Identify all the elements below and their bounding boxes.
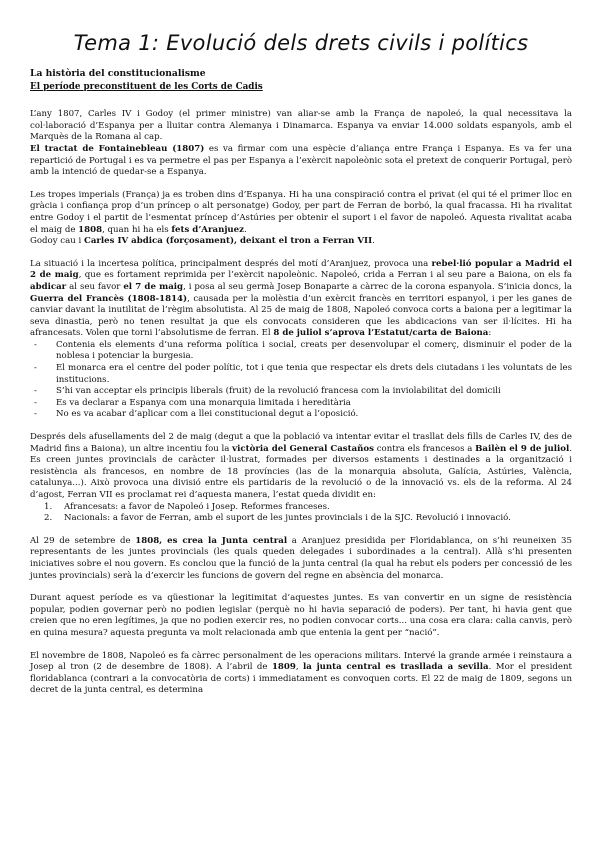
- list-item: - S’hi van acceptar els principis liberals (fruit) de la revolució francesa com la inviolabilitat del domicili: [30, 386, 572, 398]
- subsection-heading: El període preconstituent de les Corts de Cadis: [30, 81, 263, 92]
- list-item: - No es va acabar d’aplicar com a llei constitucional degut a l’oposició.: [30, 409, 572, 421]
- list-item: - Contenia els elements d’una reforma política i social, creats per desenvolupar el comerç, disminuir el poder de la noblesa i potenciar la burgesia.: [30, 340, 572, 363]
- paragraph-3b: Godoy cau i Carles IV abdica (forçosament), deixant el tron a Ferran VII.: [30, 236, 375, 247]
- paragraph-7: Durant aquest període es va qüestionar la legitimitat d’aquestes juntes. Es van convertir en un signe de resistència popular, podien governar però no podien legislar (perquè no hi havia separació de poders). Per tant, hi havia gent que creien que no eren legítimes, ja que no podien exercir res, no podien convocar corts... una cosa era clara: calia canvis, però en quina mesura? aquesta pregunta va molt relacionada amb que entenia la gent per “nació”.: [30, 593, 572, 638]
- paragraph-1: L’any 1807, Carles IV i Godoy (el primer ministre) van aliar-se amb la França de napoleó, la qual necessitava la col·laboració d’Espanya per a lluitar contra Alemanya i Dinamarca. Espanya va enviar 14.000 soldats espanyols, amb el Marquès de la Romana al cap.: [30, 109, 572, 143]
- paragraph-2: El tractat de Fontainebleau (1807) es va firmar com una espècie d’aliança entre França i Espanya. Es va fer una repartició de Portugal i es va permetre el pas per Espanya a l’exèrcit napoleònic sota el pretext de conquerir Portugal, però amb la intenció de quedar-se a Espanya.: [30, 143, 572, 178]
- paragraph-5: Després dels afusellaments del 2 de maig (degut a que la població va intentar evitar el trasllat dels fills de Carles IV, des de Madrid fins a Baiona), un altre incentiu fou la victòria del General Castaños contra els francesos a Bailèn el 9 de juliol. Es creen juntes provincials de caràcter il·lustrat, formades per diversos estaments i destinades a la organització i resistència als francesos, en nombre de 18 províncies (las de la monarquia absoluta, Galícia, Astúries, València, catalunya...). Això provoca una divisió entre els partidaris de la revolució o de la innovació vs. els de la reforma. Al 24 d’agost, Ferran VII es proclamat rei d’aquesta manera, l’estat queda dividit en:: [30, 432, 573, 500]
- paragraph-8: El novembre de 1808, Napoleó es fa càrrec personalment de les operacions militars. Intervé la grande armée i reinstaura a Josep al tron (2 de desembre de 1808). A l’abril de 1809, la junta central es trasllada a sevilla. Mor el president floridablanca (contrari a la convocatòria de corts) i immediatament es convoquen corts. El 22 de maig de 1809, segons un decret de la junta central, es determina: [30, 650, 572, 696]
- list-item: - Es va declarar a Espanya com una monarquia limitada i hereditària: [30, 398, 572, 410]
- list-item: - El monarca era el centre del poder polític, tot i que tenia que respectar els drets dels ciutadans i les voluntats de les institucions.: [30, 363, 572, 386]
- charter-bullet-list: [30, 340, 572, 421]
- list-item: 1. Afrancesats: a favor de Napoleó i Josep. Reformes franceses.: [44, 501, 330, 512]
- paragraph-4: La situació i la incertesa política, principalment després del motí d’Aranjuez, provoca una rebel·lió popular a Madrid el 2 de maig, que es fortament reprimida per l’exèrcit napoleònic. Napoleó, crida a Ferran i al seu pare a Baiona, on els fa abdicar al seu favor el 7 de maig, i posa al seu germà Josep Bonaparte a càrrec de la corona espanyola. S’inicia doncs, la Guerra del Francès (1808-1814), causada per la molèstia d’un exèrcit francès en territori espanyol, i per les ganes de canviar davant la inutilitat de l’règim absolutista. Al 25 de maig de 1808, Napoleó convoca corts a baiona per a legitimar la seva dinastia, però no tenen resultat ja que els convocats consideren que les abdicacions van ser il·lícites. Hi ha afrancesats. Volen que torni l’absolutisme de ferran. El 8 de juliol s’aprova l’Estatut/carta de Baiona:: [30, 258, 573, 339]
- paragraph-3: Les tropes imperials (França) ja es troben dins d’Espanya. Hi ha una conspiració contra el privat (el qui té el primer lloc en gràcia i confiança prop d’un príncep o alt personatge) Godoy, per part de Ferran de borbó, la qual fracassa. Hi ha rivalitat entre Godoy i el partit de l’esmentat príncep d’Astúries per obtenir el suport i el favor de napoleó. Aquesta rivalitat acaba el maig de 1808, quan hi ha els fets d’Aranjuez.: [30, 189, 572, 235]
- section-heading: La història del constitucionalisme: [30, 68, 206, 79]
- numbered-list: [30, 502, 572, 525]
- document-page: [30, 30, 572, 697]
- paragraph-6: Al 29 de setembre de 1808, es crea la Junta central a Aranjuez presidida per Floridablanca, on s’hi reuneixen 35 representants de les juntes provincials (les quals queden delegades i subordinades a la central). Allà s’hi presenten iniciatives sobre el nou govern. Es conclou que la funció de la junta central (la qual ha rebut els poders per concessió de les juntes provincials) serà la d’exercir les funcions de govern del regne en absència del monarca.: [30, 535, 572, 581]
- page-title: Tema 1: Evolució dels drets civils i polítics: [73, 31, 529, 55]
- list-item: 2. Nacionals: a favor de Ferran, amb el suport de les juntes provincials i de la SJC. Revolució i innovació.: [44, 513, 511, 524]
